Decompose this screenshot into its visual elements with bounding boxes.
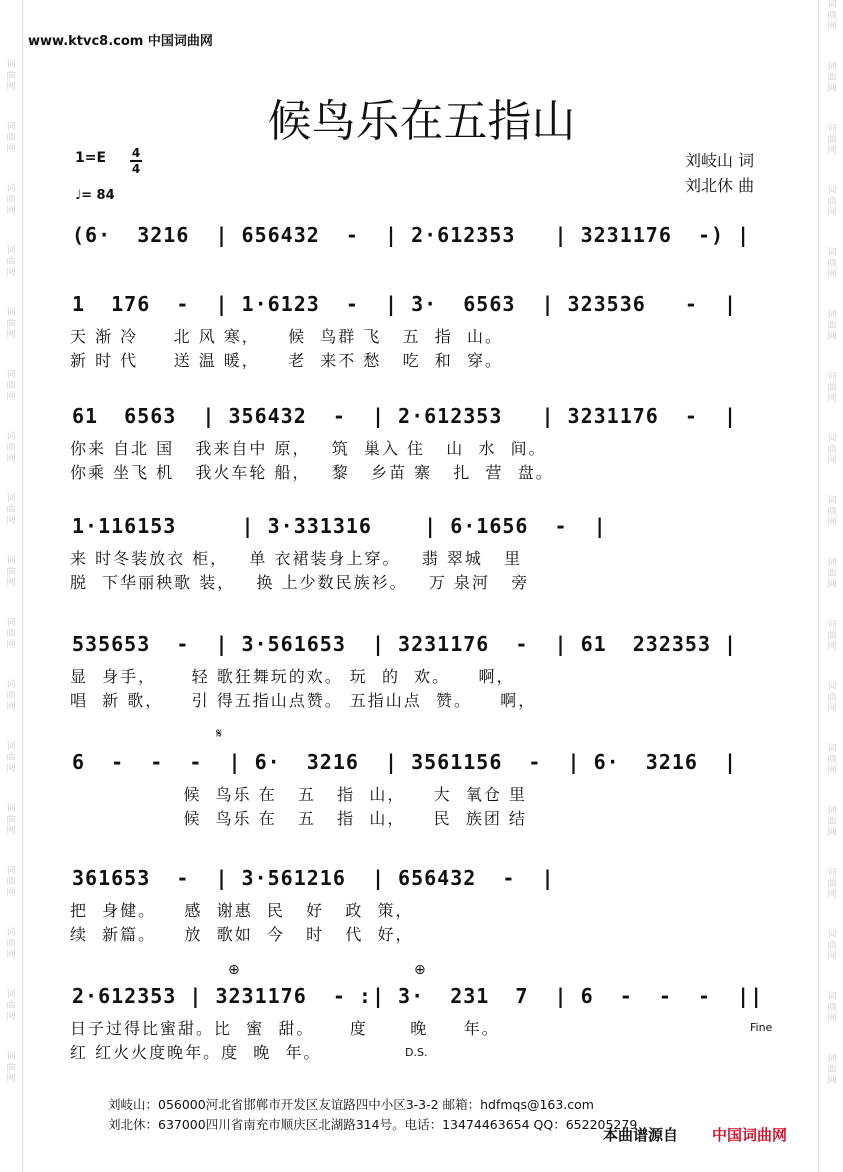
segno-mark: 𝄋 bbox=[216, 726, 223, 742]
watermark-text: 词 曲 网 bbox=[827, 372, 837, 404]
lyrics-line-4b: 脱 下华丽秧歌 装， 换 上少数民族衫。 万 泉河 旁 bbox=[70, 573, 530, 592]
watermark-text: 词 曲 网 bbox=[6, 990, 16, 1022]
lyrics-line-5a: 显 身手， 轻 歌狂舞玩的欢。 玩 的 欢。 啊， bbox=[70, 667, 515, 686]
time-signature bbox=[130, 146, 142, 176]
lyrics-line-2a: 天 渐 冷 北 风 寒， 候 鸟群 飞 五 指 山。 bbox=[70, 327, 503, 346]
notation-line-3: 61 6563 | 356432 - | 2·612353 | 3231176 - | bbox=[72, 404, 738, 428]
lyrics-line-7b: 续 新篇。 放 歌如 今 时 代 好， bbox=[70, 925, 414, 944]
watermark-text: 词 曲 网 bbox=[6, 928, 16, 960]
lyrics-line-5b: 唱 新 歌， 引 得五指山点赞。 五指山点 赞。 啊， bbox=[70, 691, 537, 710]
watermark-text: 词 曲 网 bbox=[6, 432, 16, 464]
watermark-text: 词 曲 网 bbox=[6, 680, 16, 712]
watermark-text: 词 曲 网 bbox=[6, 804, 16, 836]
notation-line-7: 361653 - | 3·561216 | 656432 - | bbox=[72, 866, 555, 890]
watermark-text: 词 曲 网 bbox=[6, 308, 16, 340]
watermark-text: 词 曲 网 bbox=[827, 558, 837, 590]
right-margin-line bbox=[818, 0, 819, 1172]
watermark-text: 词 曲 网 bbox=[6, 866, 16, 898]
watermark-text: 词 曲 网 bbox=[6, 122, 16, 154]
watermark-text: 词 曲 网 bbox=[6, 556, 16, 588]
watermark-text: 词 曲 网 bbox=[6, 1052, 16, 1084]
lyrics-line-2b: 新 时 代 送 温 暖， 老 来不 愁 吃 和 穿。 bbox=[70, 351, 503, 370]
watermark-text: 词 曲 网 bbox=[827, 0, 837, 32]
watermark-text: 词 曲 网 bbox=[827, 806, 837, 838]
left-margin-line bbox=[22, 0, 23, 1172]
watermark-text: 词 曲 网 bbox=[6, 60, 16, 92]
right-watermark-strip bbox=[821, 0, 843, 1116]
watermark-text: 词 曲 网 bbox=[6, 494, 16, 526]
notation-line-2: 1 176 - | 1·6123 - | 3· 6563 | 323536 - | bbox=[72, 292, 738, 316]
watermark-text: 词 曲 网 bbox=[6, 742, 16, 774]
lyrics-line-7a: 把 身健。 感 谢惠 民 好 政 策， bbox=[70, 901, 414, 920]
watermark-text: 词 曲 网 bbox=[6, 370, 16, 402]
source-site-link[interactable]: 中国词曲网 bbox=[712, 1126, 788, 1144]
watermark-text: 词 曲 网 bbox=[6, 246, 16, 278]
watermark-text: 词 曲 网 bbox=[827, 868, 837, 900]
tempo-mark: ♩= 84 bbox=[75, 188, 115, 203]
song-title: 候鸟乐在五指山 bbox=[267, 96, 576, 147]
notation-line-6: 6 - - - | 6· 3216 | 3561156 - | 6· 3216 | bbox=[72, 750, 738, 774]
notation-line-1: (6· 3216 | 656432 - | 2·612353 | 3231176 -) | bbox=[72, 223, 751, 247]
watermark-text: 词 曲 网 bbox=[827, 186, 837, 218]
time-top: 4 bbox=[131, 146, 141, 160]
footer-contact-1: 刘岐山：056000河北省邯郸市开发区友谊路四中小区3-3-2 邮箱：hdfmqs@163.com bbox=[108, 1097, 594, 1112]
watermark-text: 词 曲 网 bbox=[827, 1054, 837, 1086]
watermark-text: 词 曲 网 bbox=[6, 184, 16, 216]
key-signature: 1=E bbox=[75, 150, 107, 166]
watermark-text: 词 曲 网 bbox=[827, 310, 837, 342]
lyrics-line-6a: 候 鸟乐 在 五 指 山， 大 氧仓 里 bbox=[70, 785, 527, 804]
left-watermark-strip bbox=[0, 60, 22, 1114]
notation-line-5: 535653 - | 3·561653 | 3231176 - | 61 232353 | bbox=[72, 632, 738, 656]
watermark-text: 词 曲 网 bbox=[827, 248, 837, 280]
watermark-text: 词 曲 网 bbox=[827, 434, 837, 466]
ds-mark: D.S. bbox=[405, 1046, 428, 1059]
lyrics-line-3a: 你来 自北 国 我来自中 原， 筑 巢入 住 山 水 间。 bbox=[70, 439, 547, 458]
lyrics-line-8a: 日子过得比蜜甜。比 蜜 甜。 度 晚 年。 bbox=[70, 1019, 500, 1038]
footer-contact-2: 刘北休：637000四川省南充市顺庆区北湖路314号。电话：13474463654 QQ：652205279 bbox=[108, 1117, 638, 1132]
watermark-text: 词 曲 网 bbox=[827, 682, 837, 714]
coda-mark-1: ⊕ bbox=[228, 962, 240, 978]
lyrics-line-3b: 你乘 坐飞 机 我火车轮 船， 黎 乡苗 寨 扎 营 盘。 bbox=[70, 463, 554, 482]
coda-mark-2: ⊕ bbox=[414, 962, 426, 978]
watermark-text: 词 曲 网 bbox=[827, 62, 837, 94]
notation-line-4: 1·116153 | 3·331316 | 6·1656 - | bbox=[72, 514, 607, 538]
watermark-text: 词 曲 网 bbox=[827, 620, 837, 652]
time-bottom: 4 bbox=[131, 162, 141, 176]
watermark-text: 词 曲 网 bbox=[827, 930, 837, 962]
lyrics-line-8b: 红 红火火度晚年。度 晚 年。 bbox=[70, 1043, 322, 1062]
lyrics-line-4a: 来 时冬装放衣 柜， 单 衣裙装身上穿。 翡 翠城 里 bbox=[70, 549, 523, 568]
watermark-text: 词 曲 网 bbox=[827, 744, 837, 776]
source-label: 本曲谱源自 bbox=[603, 1126, 679, 1144]
fine-mark: Fine bbox=[750, 1021, 773, 1034]
site-header[interactable]: www.ktvc8.com 中国词曲网 bbox=[28, 34, 213, 49]
lyrics-line-6b: 候 鸟乐 在 五 指 山， 民 族团 结 bbox=[70, 809, 527, 828]
composer-credit: 刘北休 曲 bbox=[685, 176, 755, 195]
watermark-text: 词 曲 网 bbox=[827, 124, 837, 156]
notation-line-8: 2·612353 | 3231176 - :| 3· 231 7 | 6 - - - || bbox=[72, 984, 764, 1008]
lyricist-credit: 刘岐山 词 bbox=[685, 151, 755, 170]
watermark-text: 词 曲 网 bbox=[6, 618, 16, 650]
watermark-text: 词 曲 网 bbox=[827, 992, 837, 1024]
watermark-text: 词 曲 网 bbox=[827, 496, 837, 528]
